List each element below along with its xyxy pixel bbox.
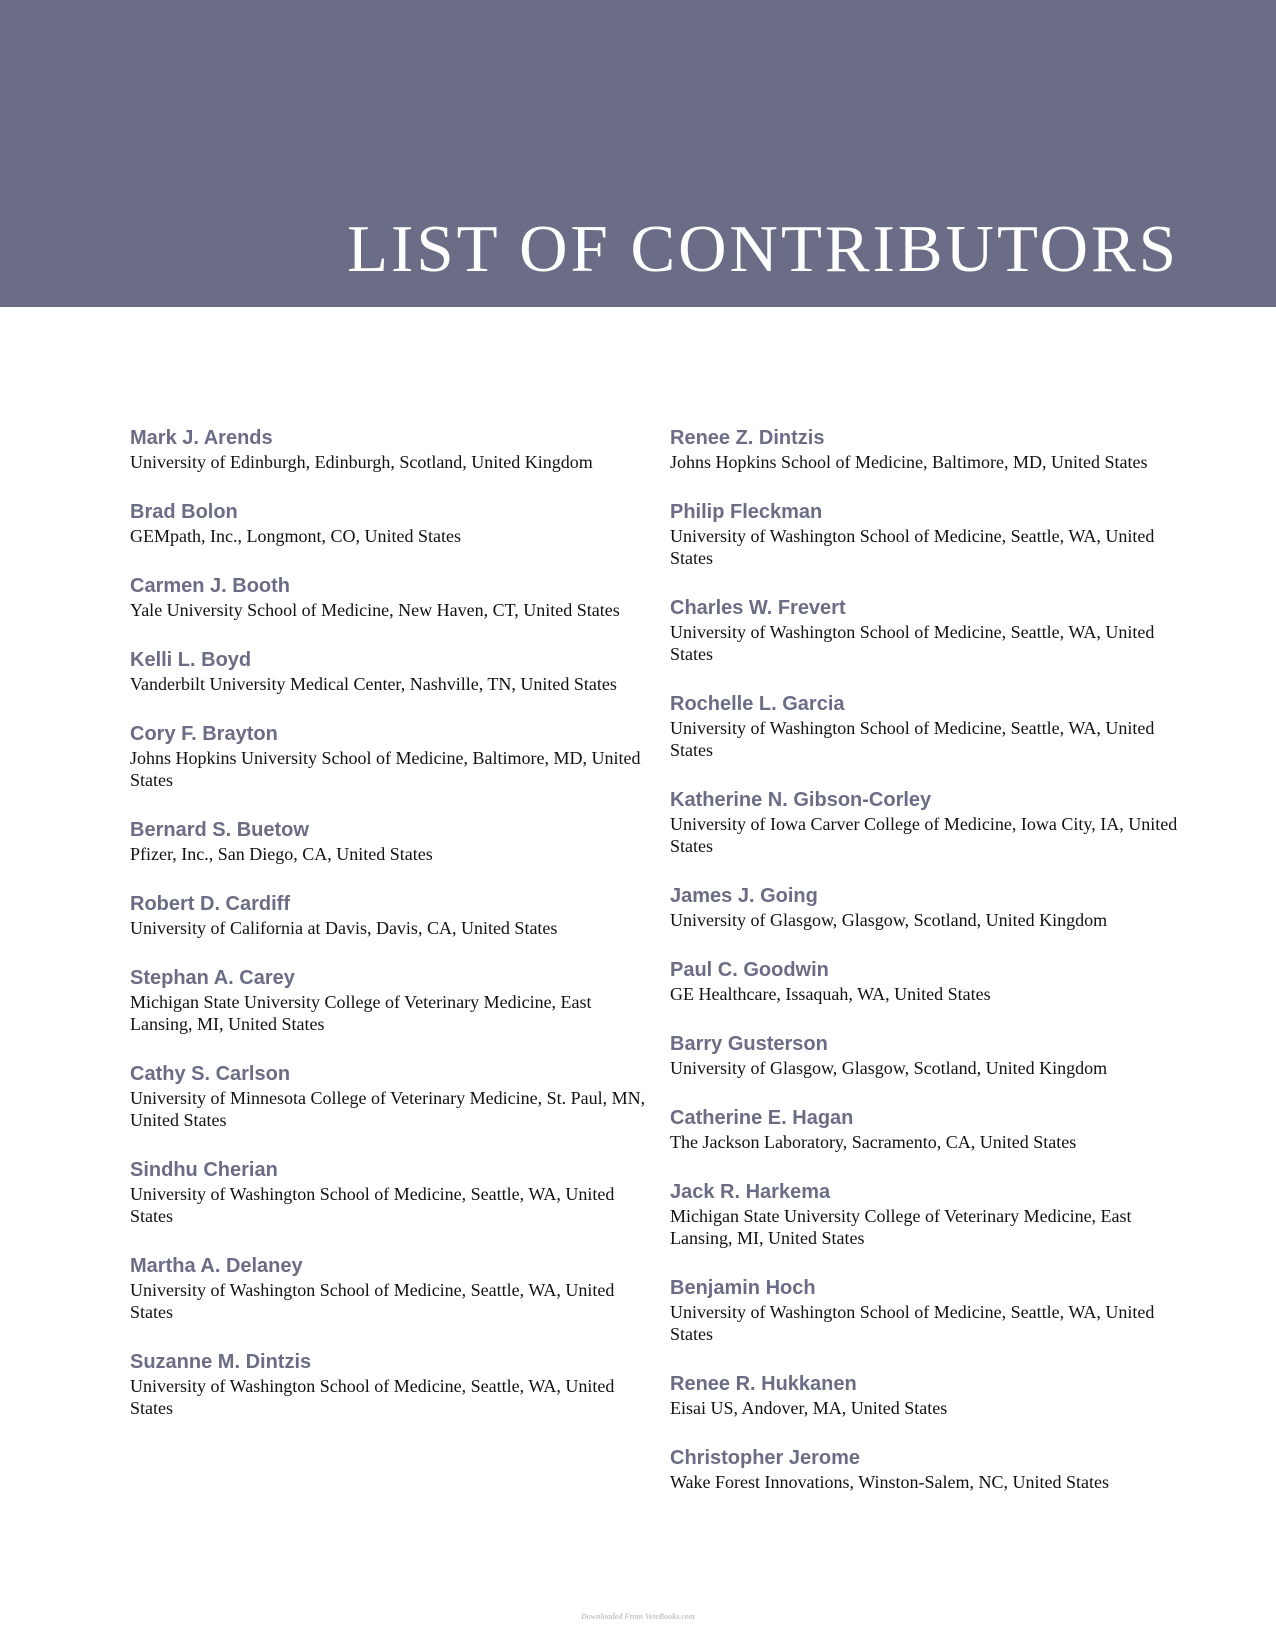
contributor-name: Mark J. Arends <box>130 427 273 449</box>
contributor-affiliation: University of Washington School of Medicine, Seattle, WA, United States <box>130 1376 615 1418</box>
contributor-entry <box>670 1371 1190 1419</box>
contributor-affiliation: University of Washington School of Medicine, Seattle, WA, United States <box>670 1302 1155 1344</box>
contributor-name: Bernard S. Buetow <box>130 819 309 841</box>
contributor-affiliation: The Jackson Laboratory, Sacramento, CA, United States <box>670 1132 1077 1152</box>
contributor-entry <box>670 787 1190 857</box>
contributor-affiliation: University of Washington School of Medicine, Seattle, WA, United States <box>670 622 1155 664</box>
contributor-affiliation: University of Washington School of Medicine, Seattle, WA, United States <box>130 1184 615 1226</box>
contributor-affiliation: Pfizer, Inc., San Diego, CA, United States <box>130 844 433 864</box>
contributor-affiliation: University of Glasgow, Glasgow, Scotland, United Kingdom <box>670 910 1108 930</box>
contributor-affiliation: University of Washington School of Medicine, Seattle, WA, United States <box>130 1280 615 1322</box>
contributors-column-left <box>130 425 650 1445</box>
contributor-entry <box>670 1105 1190 1153</box>
contributor-name: Suzanne M. Dintzis <box>130 1351 312 1373</box>
contributor-entry <box>130 1157 650 1227</box>
contributor-entry <box>670 957 1190 1005</box>
contributor-name: Martha A. Delaney <box>130 1255 303 1277</box>
contributor-affiliation: University of Glasgow, Glasgow, Scotland, United Kingdom <box>670 1058 1108 1078</box>
contributor-entry <box>670 1275 1190 1345</box>
contributor-entry <box>130 1253 650 1323</box>
contributor-affiliation: GE Healthcare, Issaquah, WA, United States <box>670 984 991 1004</box>
contributor-entry <box>130 647 650 695</box>
contributor-name: James J. Going <box>670 885 818 907</box>
contributors-column-right <box>670 425 1190 1519</box>
footer-watermark: Downloaded From VetеBooks.com <box>580 1612 695 1621</box>
contributor-affiliation: Yale University School of Medicine, New Haven, CT, United States <box>130 600 620 620</box>
contributor-entry <box>130 721 650 791</box>
contributor-entry <box>670 691 1190 761</box>
contributor-name: Stephan A. Carey <box>130 967 295 989</box>
contributor-name: Benjamin Hoch <box>670 1277 816 1299</box>
contributor-entry <box>670 595 1190 665</box>
contributor-affiliation: Michigan State University College of Veterinary Medicine, East Lansing, MI, United States <box>670 1206 1132 1248</box>
contributor-name: Christopher Jerome <box>670 1447 861 1469</box>
contributor-name: Paul C. Goodwin <box>670 959 829 981</box>
contributor-entry <box>130 573 650 621</box>
contributor-name: Rochelle L. Garcia <box>670 693 845 715</box>
contributor-entry <box>130 891 650 939</box>
header-band <box>0 0 1276 307</box>
contributor-affiliation: University of California at Davis, Davis, CA, United States <box>130 918 558 938</box>
contributor-name: Katherine N. Gibson-Corley <box>670 789 932 811</box>
contributor-name: Barry Gusterson <box>670 1033 828 1055</box>
contributor-name: Robert D. Cardiff <box>130 893 290 915</box>
contributor-name: Philip Fleckman <box>670 501 823 523</box>
contributor-affiliation: Johns Hopkins School of Medicine, Baltimore, MD, United States <box>670 452 1148 472</box>
contributor-entry <box>670 1031 1190 1079</box>
contributor-entry <box>130 499 650 547</box>
contributor-name: Sindhu Cherian <box>130 1159 278 1181</box>
contributor-name: Renee Z. Dintzis <box>670 427 825 449</box>
contributor-entry <box>130 817 650 865</box>
contributor-name: Charles W. Frevert <box>670 597 846 619</box>
page-title: LIST OF CONTRIBUTORS <box>347 212 1179 286</box>
contributor-affiliation: Johns Hopkins University School of Medicine, Baltimore, MD, United States <box>130 748 641 790</box>
contributor-name: Cathy S. Carlson <box>130 1063 291 1085</box>
contributor-name: Jack R. Harkema <box>670 1181 831 1203</box>
contributor-entry <box>670 1179 1190 1249</box>
contributor-entry <box>670 883 1190 931</box>
contributor-entry <box>130 965 650 1035</box>
contributor-name: Cory F. Brayton <box>130 723 278 745</box>
contributor-entry <box>130 1061 650 1131</box>
contributor-entry <box>130 1349 650 1419</box>
contributor-affiliation: Vanderbilt University Medical Center, Nashville, TN, United States <box>130 674 617 694</box>
contributor-name: Kelli L. Boyd <box>130 649 252 671</box>
contributor-affiliation: University of Edinburgh, Edinburgh, Scotland, United Kingdom <box>130 452 593 472</box>
contributor-affiliation: Wake Forest Innovations, Winston-Salem, NC, United States <box>670 1472 1109 1492</box>
contributor-affiliation: University of Washington School of Medicine, Seattle, WA, United States <box>670 718 1155 760</box>
contributor-name: Catherine E. Hagan <box>670 1107 854 1129</box>
contributor-affiliation: University of Iowa Carver College of Medicine, Iowa City, IA, United States <box>670 814 1178 856</box>
contributor-entry <box>670 425 1190 473</box>
contributor-entry <box>130 425 650 473</box>
contributor-entry <box>670 1445 1190 1493</box>
contributor-affiliation: Eisai US, Andover, MA, United States <box>670 1398 948 1418</box>
contributor-entry <box>670 499 1190 569</box>
contributor-affiliation: University of Minnesota College of Veterinary Medicine, St. Paul, MN, United States <box>130 1088 646 1130</box>
contributor-name: Brad Bolon <box>130 501 238 523</box>
contributor-affiliation: Michigan State University College of Veterinary Medicine, East Lansing, MI, United States <box>130 992 592 1034</box>
contributor-name: Carmen J. Booth <box>130 575 291 597</box>
contributor-name: Renee R. Hukkanen <box>670 1373 857 1395</box>
contributor-affiliation: University of Washington School of Medicine, Seattle, WA, United States <box>670 526 1155 568</box>
contributor-affiliation: GEMpath, Inc., Longmont, CO, United States <box>130 526 461 546</box>
